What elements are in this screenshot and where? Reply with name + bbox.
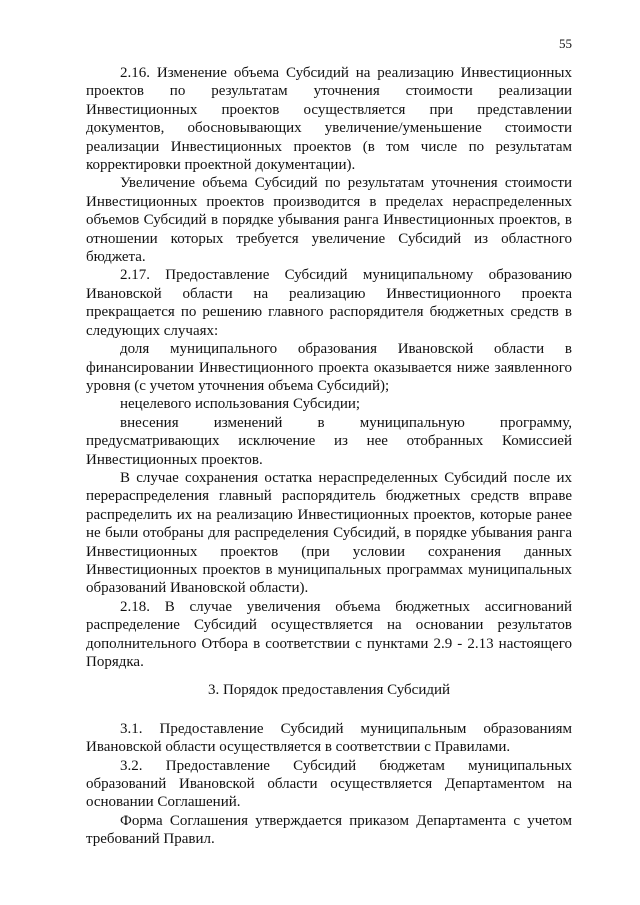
paragraph-2-17: 2.17. Предоставление Субсидий муниципальному образованию Ивановской области на реализацию Инвестиционного проекта прекращается по решению главного распорядителя бюджетных средств в следующих случаях: bbox=[86, 267, 572, 339]
list-item-program-changes: внесения изменений в муниципальную программу, предусматривающих исключение из нее отобранных Комиссией Инвестиционных проектов. bbox=[86, 414, 572, 468]
list-item-share: доля муниципального образования Ивановской области в финансировании Инвестиционного проекта оказывается ниже заявленного уровня (с учетом уточнения объема Субсидий); bbox=[86, 341, 572, 394]
list-item-misuse: нецелевого использования Субсидии; bbox=[120, 396, 361, 413]
page-number: 55 bbox=[559, 36, 572, 51]
paragraph-2-16-increase: Увеличение объема Субсидий по результатам уточнения стоимости Инвестиционных проектов производится в пределах нераспределенных объемов Субсидий в порядке убывания ранга Инвестиционных проектов, в отношении которых требуется увеличение Субсидий из областного бюджета. bbox=[86, 175, 572, 266]
paragraph-3-2: 3.2. Предоставление Субсидий бюджетам муниципальных образований Ивановской области осуществляется Департаментом на основании Соглашений. bbox=[86, 757, 572, 811]
paragraph-2-18: 2.18. В случае увеличения объема бюджетных ассигнований распределение Субсидий осуществляется на основании результатов дополнительного Отбора в соответствии с пунктами 2.9 - 2.13 настоящего Порядка. bbox=[86, 598, 572, 670]
document-body bbox=[86, 64, 572, 849]
paragraph-2-16: 2.16. Изменение объема Субсидий на реализацию Инвестиционных проектов по результатам уточнения стоимости реализации Инвестиционных проектов осуществляется при представлении документов, обосновывающих увеличение/уменьшение стоимости реализации Инвестиционных проектов (в том числе по результатам корректировки проектной документации). bbox=[86, 65, 572, 174]
section-3-heading: 3. Порядок предоставления Субсидий bbox=[207, 682, 451, 699]
paragraph-3-1: 3.1. Предоставление Субсидий муниципальным образованиям Ивановской области осуществляется в соответствии с Правилами. bbox=[86, 720, 572, 756]
paragraph-remainder-redistribution: В случае сохранения остатка нераспределенных Субсидий после их перераспределения главный распорядитель бюджетных средств вправе распределить их на реализацию Инвестиционных проектов, которые ранее не были отобраны для распределения Субсидий, в порядке убывания ранга Инвестиционных проектов (при условии сохранения данных Инвестиционных проектов в муниципальных программах муниципальных образований Ивановской области). bbox=[86, 469, 572, 597]
paragraph-agreement-form: Форма Соглашения утверждается приказом Департамента с учетом требований Правил. bbox=[86, 812, 572, 848]
